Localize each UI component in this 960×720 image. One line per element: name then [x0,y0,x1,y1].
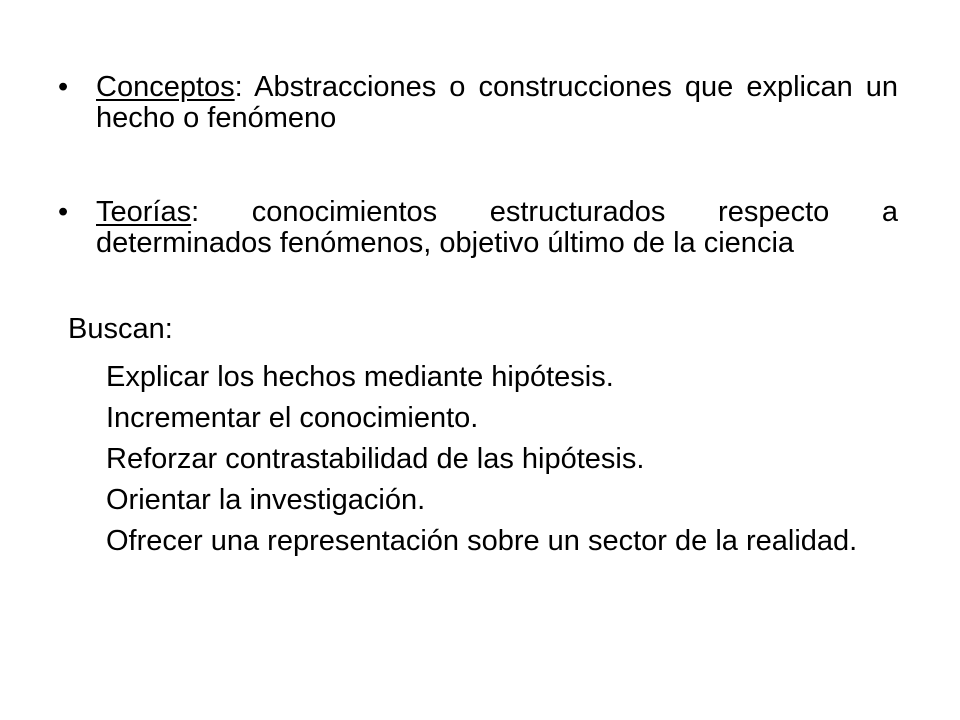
purpose-item-explicar: Explicar los hechos mediante hipótesis. [106,361,614,393]
bullet-dot: • [58,196,69,228]
term-conceptos: Conceptos [96,71,235,103]
definition-teorias: : conocimientos estructurados respecto a determinados fenómenos, objetivo último de la ciencia [96,196,898,259]
purpose-list [106,360,886,565]
purpose-item-orientar: Orientar la investigación. [106,484,426,516]
purpose-item-reforzar: Reforzar contrastabilidad de las hipótesis. [106,443,645,475]
buscan-label: Buscan: [68,313,173,345]
purpose-item-ofrecer: Ofrecer una representación sobre un sector de la realidad. [106,525,858,557]
term-teorias: Teorías [96,196,192,228]
bullet-conceptos [58,72,898,134]
bullet-teorias [58,197,898,259]
purpose-item-incrementar: Incrementar el conocimiento. [106,402,479,434]
definition-conceptos: : Abstracciones o construcciones que explican un hecho o fenómeno [96,71,898,134]
bullet-text [96,72,898,134]
bullet-dot: • [58,71,69,103]
bullet-text [96,197,898,259]
